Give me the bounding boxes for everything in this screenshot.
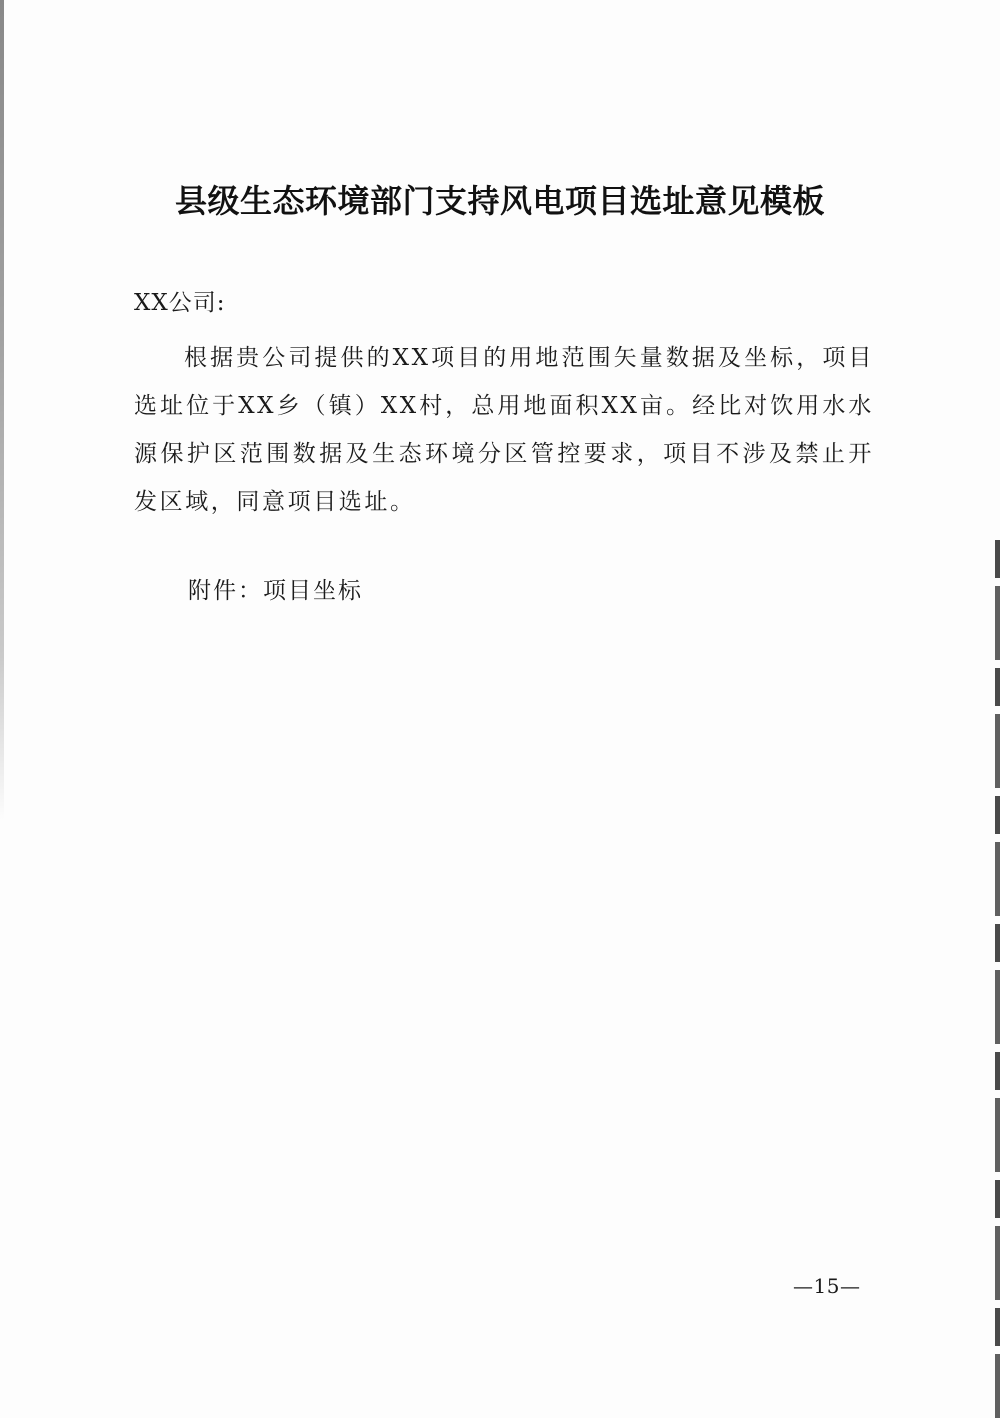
salutation: XX公司: [134,290,226,316]
scan-edge-right [995,540,1000,1418]
page-number: —15— [793,1274,861,1298]
document-title: 县级生态环境部门支持风电项目选址意见模板 [174,182,825,220]
body-paragraph: 根据贵公司提供的XX项目的用地范围矢量数据及坐标，项目选址位于XX乡（镇）XX村，总用地面积XX亩。经比对饮用水水源保护区范围数据及生态环境分区管控要求，项目不涉及禁止开发区域，同意项目选址。 [134,345,874,515]
attachment-line: 附件：项目坐标 [188,578,363,604]
scan-edge-left [0,0,4,820]
